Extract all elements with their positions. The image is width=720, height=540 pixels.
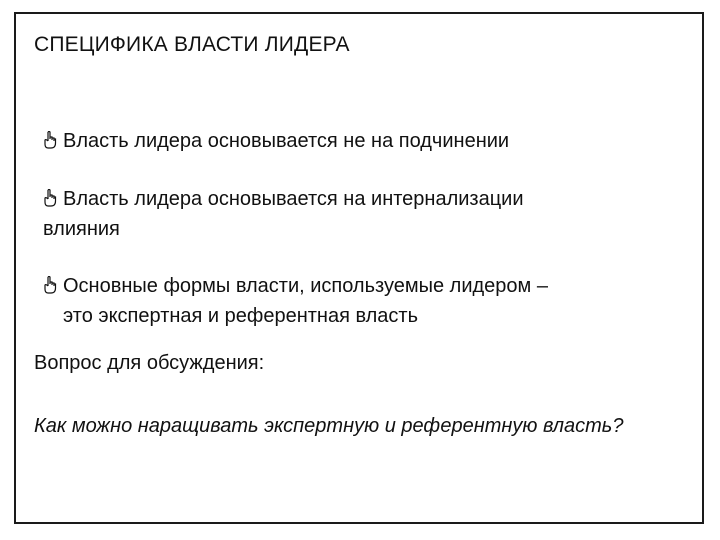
- bullet-item: [43, 184, 683, 244]
- pointing-hand-icon: [43, 189, 57, 207]
- discussion-question: Как можно наращивать экспертную и референтную власть?: [34, 415, 624, 437]
- bullet-text: Основные формы власти, используемые лидером –: [63, 275, 548, 297]
- pointing-hand-icon: [43, 276, 57, 294]
- slide-frame: [14, 12, 704, 524]
- bullet-item: [43, 271, 683, 331]
- bullet-text: Власть лидера основывается не на подчинении: [63, 130, 510, 152]
- bullet-item: [43, 126, 683, 156]
- bullet-text-continuation: влияния: [43, 218, 120, 240]
- bullet-text-continuation: это экспертная и референтная власть: [63, 305, 419, 327]
- pointing-hand-icon: [43, 131, 57, 149]
- slide-title: СПЕЦИФИКА ВЛАСТИ ЛИДЕРА: [34, 33, 350, 56]
- bullet-text: Власть лидера основывается на интернализации: [63, 188, 524, 210]
- discussion-label: Вопрос для обсуждения:: [34, 352, 265, 374]
